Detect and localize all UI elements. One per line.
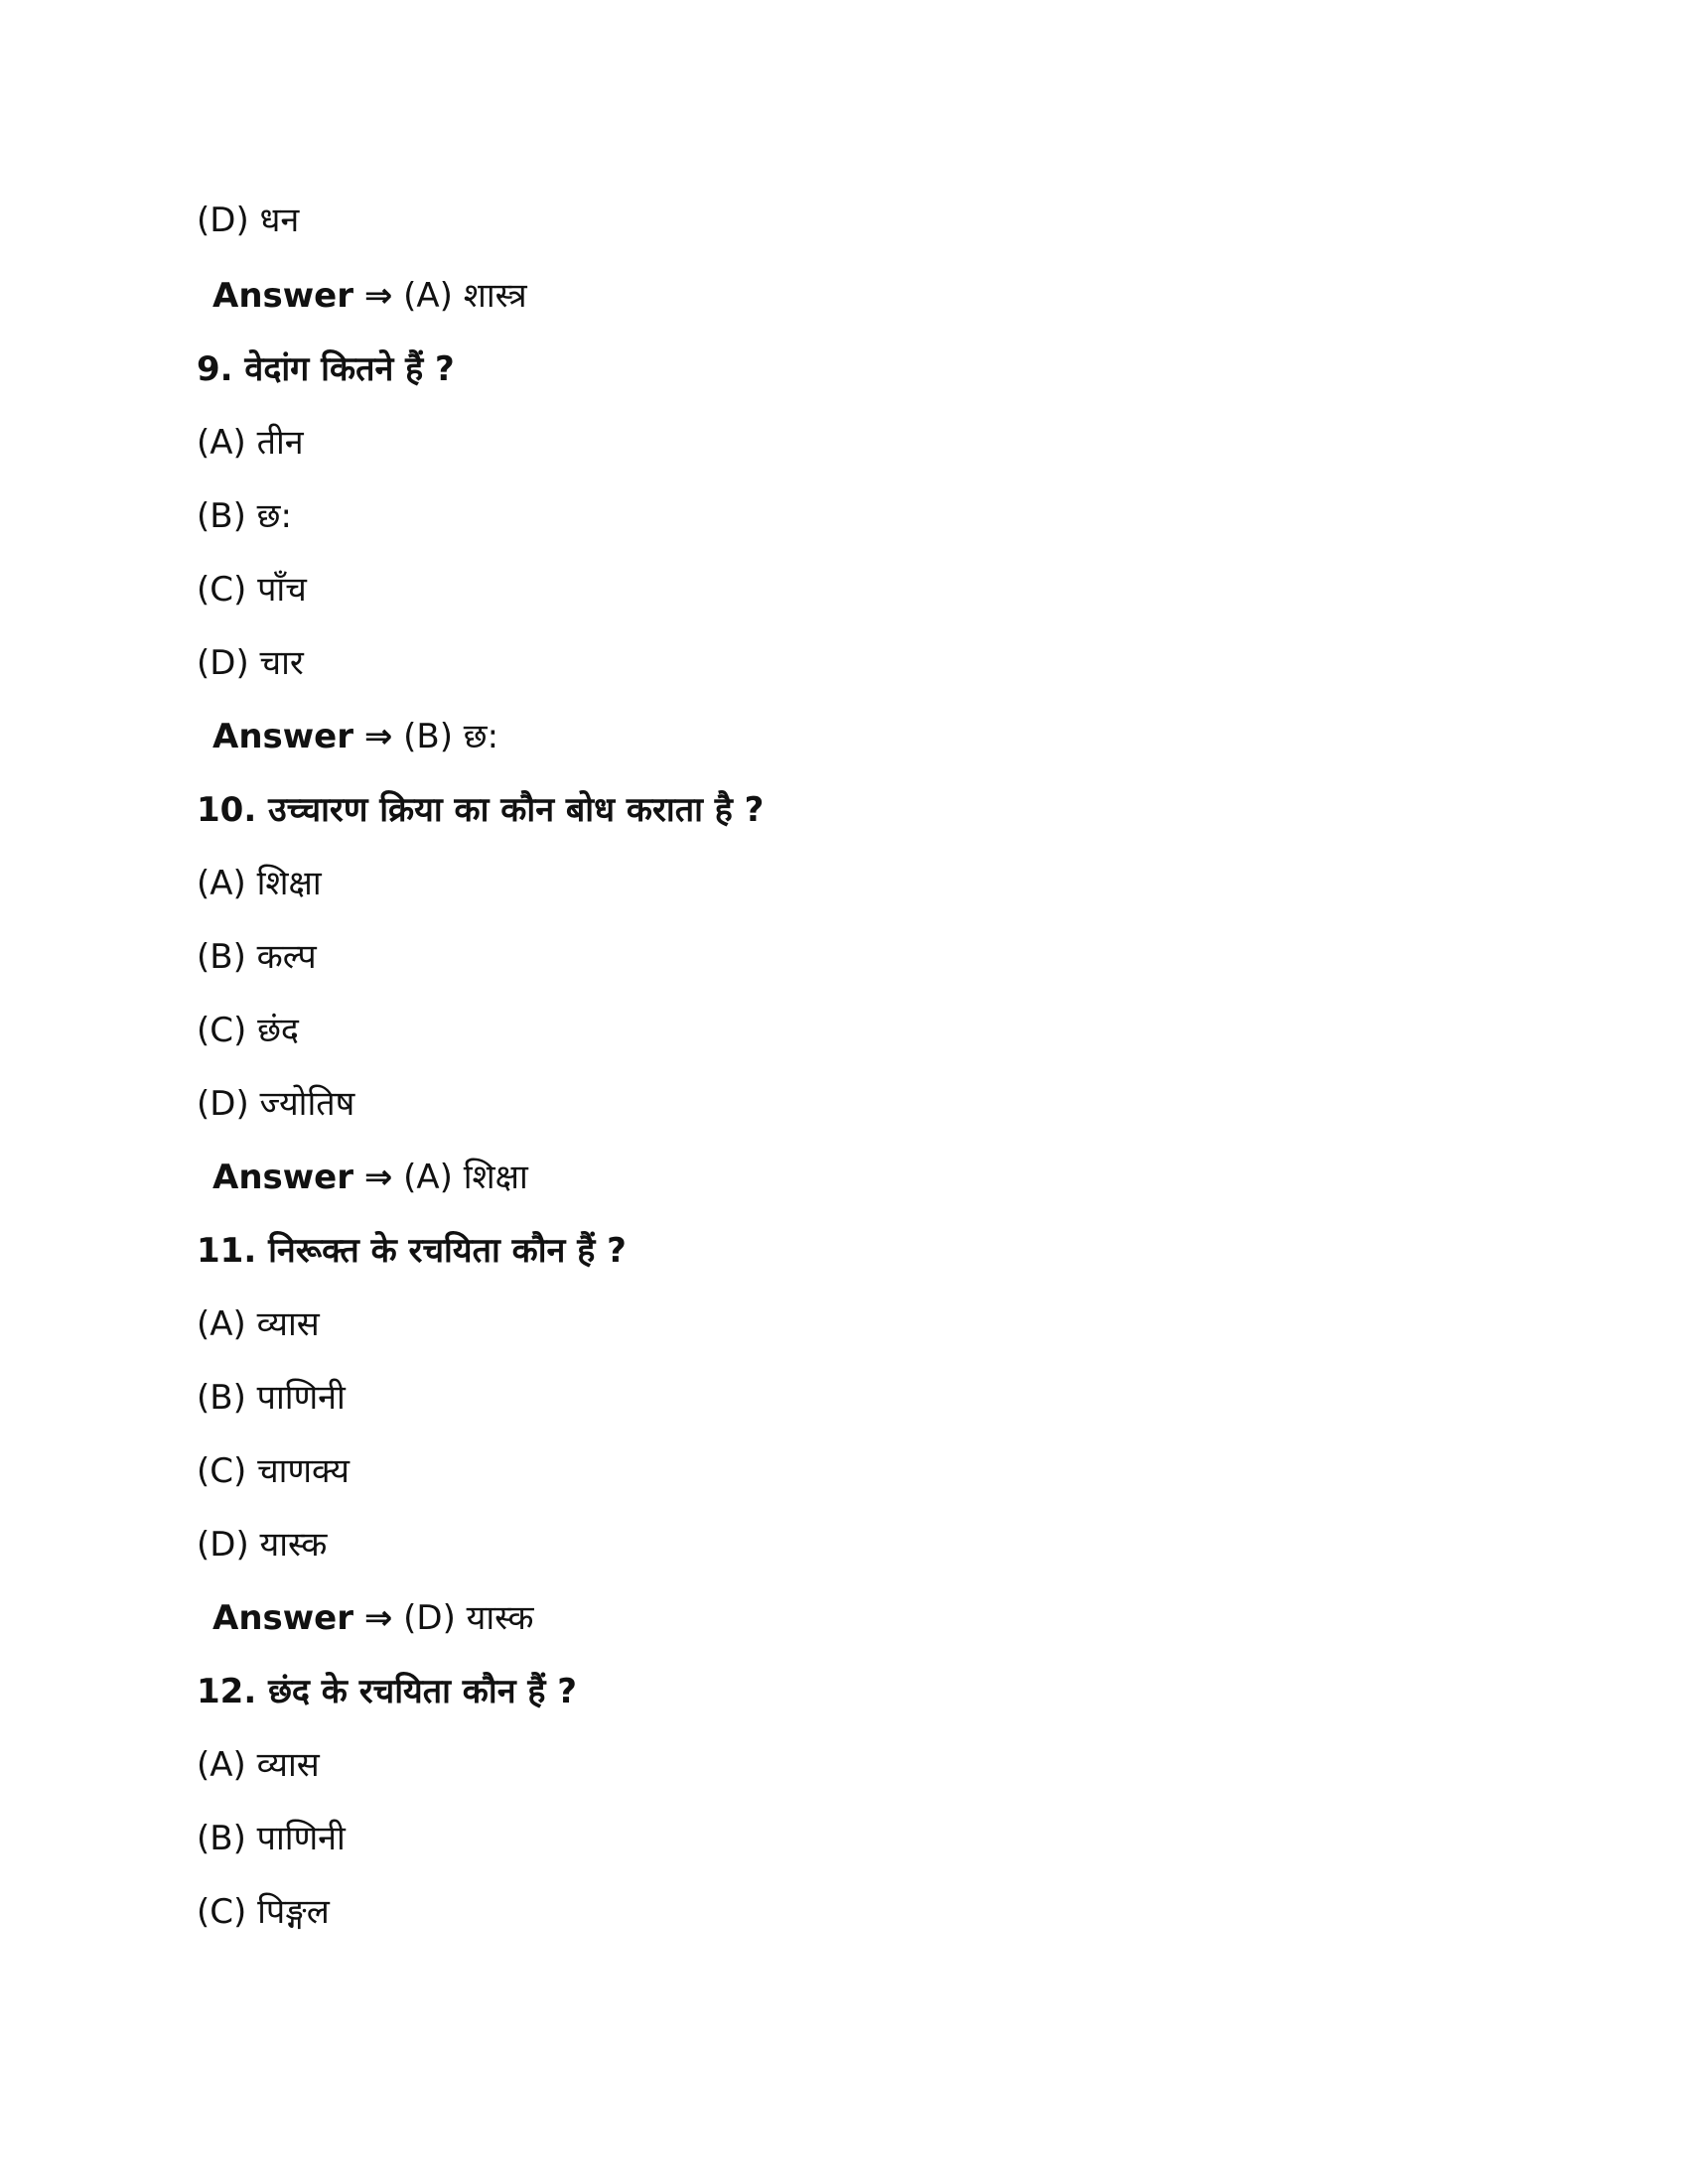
option-line: (B) पाणिनी <box>197 1378 346 1418</box>
option-line: (D) चार <box>197 643 304 683</box>
answer-label: Answer <box>212 276 353 316</box>
option-line: (A) व्यास <box>197 1304 320 1344</box>
question-9: 9. वेदांग कितने हैं ? <box>197 349 455 389</box>
question-10: 10. उच्चारण क्रिया का कौन बोध कराता है ? <box>197 790 765 830</box>
question-12: 12. छंद के रचयिता कौन हैं ? <box>197 1672 578 1711</box>
answer-label: Answer <box>212 717 353 756</box>
arrow-icon: ⇒ <box>363 1158 393 1197</box>
question-11: 11. निरूक्त के रचयिता कौन हैं ? <box>197 1231 627 1271</box>
answer-label: Answer <box>212 1158 353 1197</box>
option-line: (C) पिङ्गल <box>197 1892 330 1932</box>
option-line: (D) यास्क <box>197 1525 328 1565</box>
arrow-icon: ⇒ <box>363 717 393 756</box>
arrow-icon: ⇒ <box>363 1598 393 1638</box>
option-line: (B) कल्प <box>197 937 317 977</box>
answer-value: (A) शिक्षा <box>403 1158 528 1197</box>
option-line: (C) छंद <box>197 1011 299 1050</box>
arrow-icon: ⇒ <box>363 276 393 316</box>
option-line: (A) व्यास <box>197 1745 320 1785</box>
option-line: (C) चाणक्य <box>197 1451 350 1491</box>
answer-line <box>212 1156 528 1199</box>
answer-value: (D) यास्क <box>403 1598 534 1638</box>
answer-line <box>212 1596 534 1640</box>
answer-line <box>212 715 498 758</box>
option-line: (C) पाँच <box>197 570 307 610</box>
option-line: (D) ज्योतिष <box>197 1084 355 1124</box>
option-line: (B) छ: <box>197 496 292 536</box>
answer-line <box>212 274 527 318</box>
answer-label: Answer <box>212 1598 353 1638</box>
answer-value: (A) शास्त्र <box>403 276 527 316</box>
option-line: (A) तीन <box>197 423 304 463</box>
option-line: (A) शिक्षा <box>197 864 322 903</box>
option-line: (D) धन <box>197 201 300 240</box>
answer-value: (B) छ: <box>403 717 499 756</box>
option-line: (B) पाणिनी <box>197 1819 346 1858</box>
